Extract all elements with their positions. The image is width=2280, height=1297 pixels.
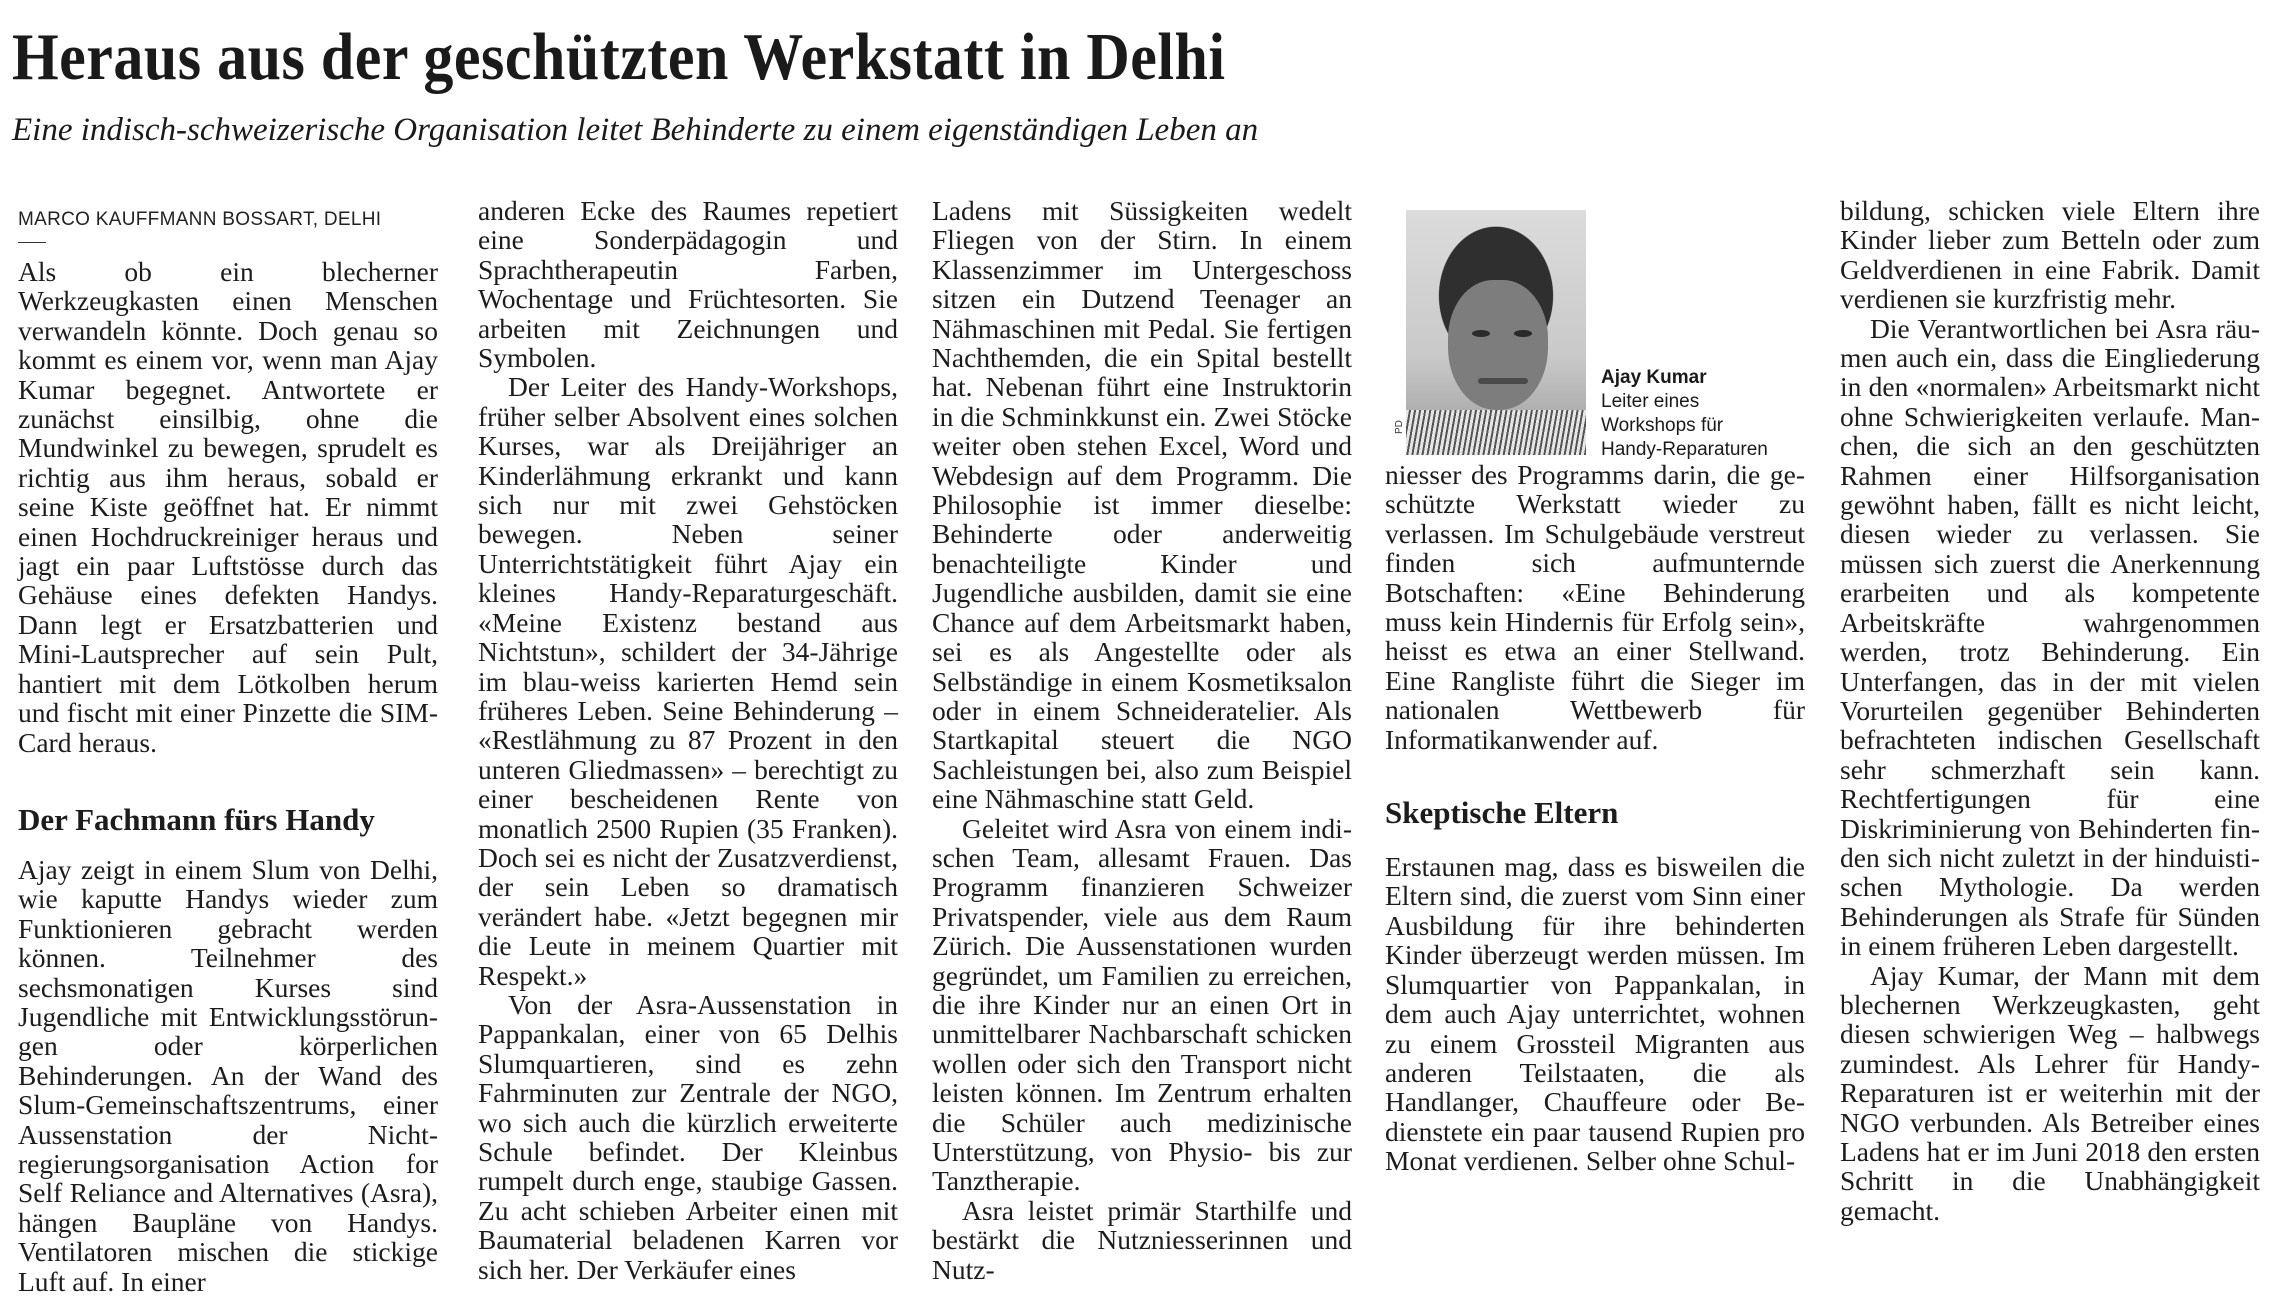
paragraph: Asra leistet primär Starthilfe und bestärkt die Nutzniesserinnen und Nutz-	[932, 1194, 1352, 1285]
article-column-5	[1840, 196, 2260, 1225]
paragraph: Geleitet wird Asra von einem indischen Team, allesamt Frauen. Das Programm finanzieren Schweizer Privatspender, viele aus dem Raum Zürich. Die Aussenstationen wurden gegründet, um Familien zu erreichen, die ihre Kinder nur an einen Ort in unmittelbarer Nachbarschaft schicken wollen oder sich den Transport nicht leisten können. Im Zentrum erhalten die Schüler auch medizinische Unterstützung, von Physio- bis zur Tanztherapie.	[932, 812, 1352, 1197]
article-column-2	[478, 196, 898, 1284]
caption-line: Leiter eines	[1601, 391, 1700, 412]
portrait-photo-icon	[1406, 210, 1586, 455]
byline-divider	[18, 242, 46, 243]
article-column-4	[1385, 190, 1805, 1176]
paragraph: Der Leiter des Handy-Workshops, früher selber Absolvent eines solchen Kurses, war als Dreijähriger an Kinderlähmung erkrankt und kann sich nur mit zwei Gehstöcken bewegen. Neben seiner Unterrichtstätigkeit führt Ajay ein kleines Handy-Reparaturgeschäft. «Meine Existenz bestand aus Nichtstun», schildert der 34-Jährige im blau-weiss karierten Hemd sein früheres Leben. Seine Behinderung – «Restlähmung zu 87 Prozent in den unteren Gliedmassen» – berechtigt zu einer bescheidenen Rente von monatlich 2500 Rupien (35 Franken). Doch sei es nicht der Zusatzverdienst, der sein Leben so dramatisch verändert habe. «Jetzt begegnen mir die Leute in meinem Quartier mit Respekt.»	[478, 371, 898, 991]
caption-name: Ajay Kumar	[1601, 367, 1707, 388]
headline: Heraus aus der geschützten Werkstatt in Delhi	[12, 19, 1226, 94]
article-column-1	[18, 200, 438, 1296]
photo-caption	[1601, 366, 1768, 462]
section-subtitle: Der Fachmann fürs Handy	[18, 801, 375, 837]
paragraph: niesser des Programms darin, die geschützte Werkstatt wieder zu verlassen. Im Schulgebäude verstreut finden sich aufmunternde Botschaften: «Eine Behinderung muss kein Hindernis für Erfolg sein», heisst es etwa an einer Stellwand. Eine Rangliste führt die Sieger im nationalen Wettbewerb für Informatikanwender auf.	[1385, 459, 1805, 755]
subheadline: Eine indisch-schweizerische Organisation leitet Behinderte zu einem eigenständigen Leben an	[12, 112, 1259, 148]
paragraph: Erstaunen mag, dass es bisweilen die Eltern sind, die zuerst vom Sinn einer Ausbildung für ihre behinderten Kinder überzeugt werden müssen. Im Slumquartier von Pappankalan, in dem auch Ajay unterrichtet, wohnen zu einem Grossteil Migranten aus anderen Teilstaaten, die als Handlanger, Chauffeure oder Bedienstete ein paar tausend Rupien pro Monat verdienen. Selber ohne Schul-	[1385, 851, 1805, 1177]
paragraph: anderen Ecke des Raumes repetiert eine Sonderpädagogin und Sprachtherapeutin Farben, Wochentage und Früchtesorten. Sie arbeiten mit Zeichnungen und Symbolen.	[478, 195, 898, 374]
paragraph: bildung, schicken viele Eltern ihre Kinder lieber zum Betteln oder zum Geldverdienen in eine Fabrik. Damit verdienen sie kurzfristig mehr.	[1840, 195, 2260, 315]
caption-line: Handy-Reparaturen	[1601, 439, 1768, 460]
paragraph: Ajay Kumar, der Mann mit dem blechernen Werkzeugkasten, geht diesen schwierigen Weg – halbwegs zumindest. Als Lehrer für Handy-Reparaturen ist er weiterhin mit der NGO verbunden. Als Betreiber eines Ladens hat er im Juni 2018 den ersten Schritt in die Unabhängigkeit gemacht.	[1840, 959, 2260, 1226]
photo-block	[1385, 206, 1805, 460]
paragraph: Ajay zeigt in einem Slum von Delhi, wie kaputte Handys wieder zum Funktionieren gebracht werden können. Teilnehmer des sechsmonatigen Kurses sind Jugendliche mit Entwicklungsstörungen oder körperlichen Behinderungen. An der Wand des Slum-Gemeinschaftszentrums, einer Aussenstation der Nichtregierungsorganisation Action for Self Reliance and Alternatives (Asra), hängen Baupläne von Handys. Ventilatoren mischen die stickige Luft auf. In einer	[18, 853, 438, 1297]
section-subtitle: Skeptische Eltern	[1385, 795, 1619, 831]
photo-credit: PD	[1394, 420, 1405, 434]
byline: MARCO KAUFFMANN BOSSART, DELHI	[18, 209, 382, 230]
article-column-3	[932, 196, 1352, 1284]
paragraph: Als ob ein blecherner Werkzeugkasten einen Menschen verwandeln könnte. Doch genau so kommt es einem vor, wenn man Ajay Kumar begegnet. Antwortete er zunächst einsilbig, ohne die Mundwinkel zu bewegen, sprudelt es richtig aus ihm heraus, sobald er seine Kiste geöffnet hat. Er nimmt einen Hochdruckreiniger heraus und jagt ein paar Luftstösse durch das Gehäuse eines defekten Handys. Dann legt er Ersatzbatterien und Mini-Lautsprecher auf sein Pult, hantiert mit dem Lötkolben herum und fischt mit einer Pinzette die SIM-Card heraus.	[18, 256, 438, 758]
caption-line: Workshops für	[1601, 415, 1724, 436]
paragraph: Ladens mit Süssigkeiten wedelt Fliegen von der Stirn. In einem Klassenzimmer im Untergeschoss sitzen ein Dutzend Teenager an Nähmaschinen mit Pedal. Sie fertigen Nachthemden, die ein Spital bestellt hat. Nebenan führt eine Instruktorin in die Schminkkunst ein. Zwei Stöcke weiter oben stehen Excel, Word und Webdesign auf dem Programm. Die Philosophie ist immer dieselbe: Behinderte oder anderweitig benachteiligte Kinder und Jugendliche ausbilden, damit sie eine Chance auf dem Arbeitsmarkt haben, sei es als Angestellte oder als Selbständige in einem Kosmetiksalon oder in einem Schneideratelier. Als Startkapital steuert die NGO Sachleistungen bei, also zum Beispiel eine Nähmaschine statt Geld.	[932, 195, 1352, 815]
paragraph: Von der Asra-Aussenstation in Pappankalan, einer von 65 Delhis Slumquartieren, sind es zehn Fahrminuten zur Zentrale der NGO, wo sich auch die kürzlich erweiterte Schule befindet. Der Kleinbus rumpelt durch enge, staubige Gassen. Zu acht schieben Arbeiter einen mit Baumaterial beladenen Karren vor sich her. Der Verkäufer eines	[478, 988, 898, 1285]
paragraph: Die Verantwortlichen bei Asra räumen auch ein, dass die Eingliederung in den «normalen» Arbeitsmarkt nicht ohne Schwierigkeiten verlaufe. Manchen, die sich an den geschützten Rahmen einer Hilfsorganisation gewöhnt haben, fällt es nicht leicht, diesen wieder zu verlassen. Sie müssen sich zuerst die Anerkennung erarbeiten und als kompetente Arbeitskräfte wahrgenommen werden, trotz Behinderung. Ein Unterfangen, das in der mit vielen Vorurteilen gegenüber Behinderten befrachteten indischen Gesellschaft sehr schmerzhaft sein kann. Rechtfertigungen für eine Diskriminierung von Behinderten finden sich nicht zuletzt in der hinduistischen Mythologie. Da werden Behinderungen als Strafe für Sünden in einem früheren Leben dargestellt.	[1840, 312, 2260, 962]
